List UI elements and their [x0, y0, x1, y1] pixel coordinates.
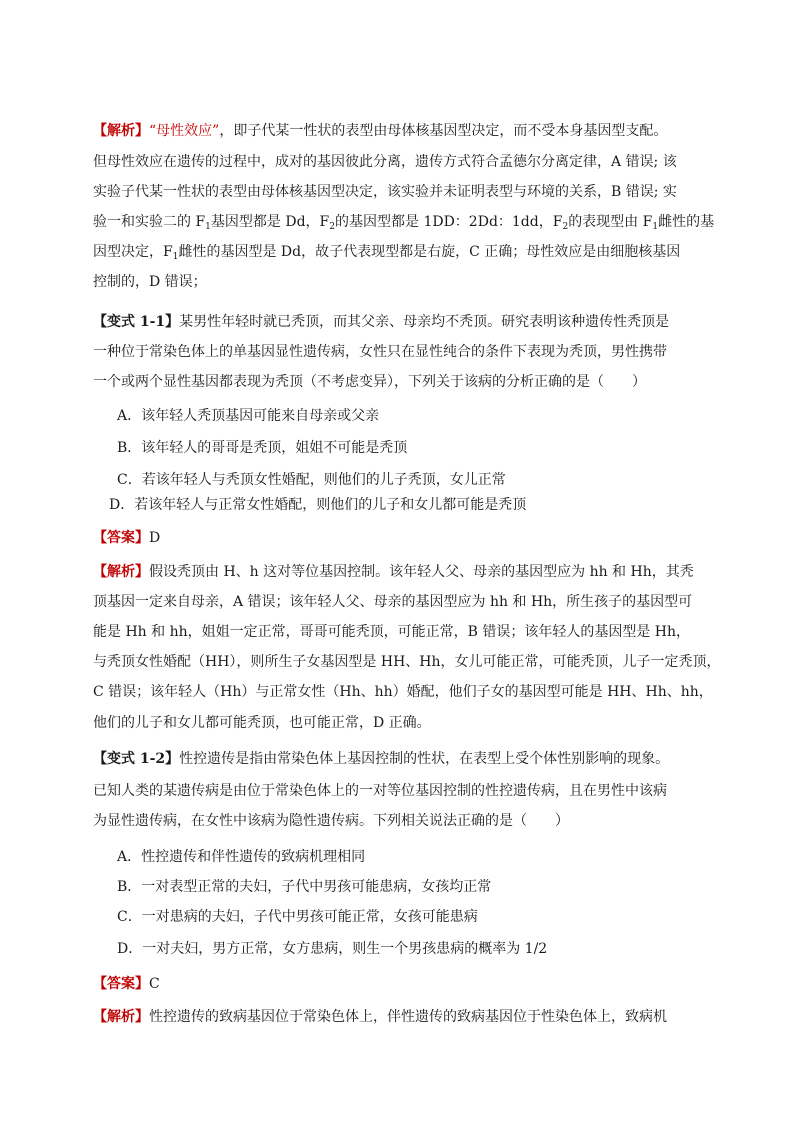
text-line [93, 122, 667, 140]
subscript: 2 [562, 222, 569, 232]
section-label: 【变式 1-1】 [93, 314, 180, 330]
text-segment: 性控遗传是指由常染色体上基因控制的性状，在表型上受个体性别影响的现象。 [179, 751, 670, 767]
subscript: 1 [205, 222, 211, 232]
text-segment: D．一对夫妇，男方正常，女方患病，则生一个男孩患病的概率为 1/2 [117, 941, 548, 957]
text-segment: 验一和实验二的 F [93, 214, 206, 230]
text-line [93, 343, 667, 361]
text-line [93, 273, 207, 291]
text-segment: 一种位于常染色体上的单基因显性遗传病，女性只在显性纯合的条件下表现为秃顶，男性携带 [93, 344, 667, 360]
text-segment: D．若该年轻人与正常女性婚配，则他们的儿子和女儿都可能是秃顶 [109, 497, 527, 513]
text-segment: 的表现型由 F [568, 214, 653, 230]
text-segment: 顶基因一定来自母亲，A 错误；该年轻人父、母亲的基因型应为 hh 和 Hh，所生孩子的基因型可 [93, 594, 693, 610]
text-segment: 控制的，D 错误； [93, 274, 207, 290]
option-line [117, 908, 478, 926]
text-line [93, 812, 569, 830]
text-segment: 性控遗传的致病基因位于常染色体上，伴性遗传的致病基因位于性染色体上，致病机 [149, 1009, 667, 1025]
option-line [117, 407, 379, 425]
text-segment: 一个或两个显性基因都表现为秃顶（不考虑变异），下列关于该病的分析正确的是（ ） [93, 374, 646, 390]
subscript: 1 [172, 252, 179, 262]
text-line [93, 243, 680, 266]
text-segment: 但母性效应在遗传的过程中，成对的基因彼此分离，遗传方式符合孟德尔分离定律，A 错误; 该 [93, 154, 677, 170]
text-segment: 已知人类的某遗传病是由位于常染色体上的一对等位基因控制的性控遗传病，且在男性中该病 [93, 783, 667, 799]
text-segment: C．一对患病的夫妇，子代中男孩可能正常，女孩可能患病 [117, 909, 478, 925]
text-line [93, 683, 713, 701]
text-segment: 雌性的基因型是 Dd，故子代表现型都是右旋，C 正确；母性效应是由细胞核基因 [178, 244, 681, 260]
option-line [117, 439, 407, 457]
text-segment: 某男性年轻时就已秃顶，而其父亲、母亲均不秃顶。研究表明该种遗传性秃顶是 [179, 314, 670, 330]
text-segment: B．该年轻人的哥哥是秃顶，姐姐不可能是秃顶 [117, 440, 408, 456]
option-line [109, 496, 526, 514]
subscript: 1 [652, 222, 659, 232]
text-segment: A．性控遗传和伴性遗传的致病机理相同 [117, 849, 366, 865]
text-line [93, 1008, 667, 1026]
text-segment: 雌性的基 [658, 214, 715, 230]
option-line [117, 878, 491, 896]
text-line [93, 183, 677, 201]
text-segment: 实验子代某一性状的表型由母体核基因型决定，该实验并未证明表型与环境的关系，B 错误; 实 [93, 184, 677, 200]
text-line [93, 529, 160, 547]
text-line [93, 213, 714, 236]
section-label: 【答案】 [93, 530, 149, 546]
text-segment: 与秃顶女性婚配（HH），则所生子女基因型是 HH、Hh，女儿可能正常，可能秃顶，儿子一定秃顶， [93, 654, 721, 670]
text-line [93, 653, 721, 671]
option-line [117, 848, 365, 866]
text-segment: 的基因型都是 1DD：2Dd：1dd，F [335, 214, 563, 230]
text-line [93, 623, 690, 641]
text-segment: 他们的儿子和女儿都可能秃顶，也可能正常，D 正确。 [93, 715, 431, 731]
text-line [93, 750, 669, 768]
section-label: 【解析】 [93, 123, 149, 139]
text-line [93, 153, 677, 171]
text-segment: 为显性遗传病，在女性中该病为隐性遗传病。下列相关说法正确的是（ ） [93, 813, 569, 829]
text-segment: C [149, 976, 160, 992]
text-segment: C 错误；该年轻人（Hh）与正常女性（Hh、hh）婚配，他们子女的基因型可能是 HH、Hh、hh， [93, 684, 713, 700]
text-line [93, 714, 431, 732]
text-line [93, 975, 160, 993]
text-segment: D [149, 530, 161, 546]
option-line [117, 471, 506, 489]
section-label: 【变式 1-2】 [93, 751, 180, 767]
text-segment: A．该年轻人秃顶基因可能来自母亲或父亲 [117, 408, 380, 424]
option-line [117, 940, 547, 958]
text-segment: 因型决定，F [93, 244, 173, 260]
text-segment: B．一对表型正常的夫妇，子代中男孩可能患病，女孩均正常 [117, 879, 492, 895]
text-segment: 能是 Hh 和 hh，姐姐一定正常，哥哥可能秃顶，可能正常，B 错误；该年轻人的基因型是 Hh， [93, 624, 691, 640]
text-segment: 基因型都是 Dd，F [210, 214, 330, 230]
section-label: 【解析】 [93, 1009, 149, 1025]
text-line [93, 782, 667, 800]
text-line [93, 373, 646, 391]
section-label: 【解析】 [93, 564, 149, 580]
section-label: 【答案】 [93, 976, 149, 992]
text-segment: 假设秃顶由 H、h 这对等位基因控制。该年轻人父、母亲的基因型应为 hh 和 Hh，其秃 [149, 564, 694, 580]
text-line [93, 563, 694, 581]
text-line [93, 313, 669, 331]
subscript: 2 [329, 222, 335, 232]
text-segment: C．若该年轻人与秃顶女性婚配，则他们的儿子秃顶，女儿正常 [117, 472, 506, 488]
text-line [93, 593, 692, 611]
text-segment: ，即子代某一性状的表型由母体核基因型决定，而不受本身基因型支配。 [219, 123, 668, 139]
text-segment: “母性效应” [149, 123, 220, 139]
